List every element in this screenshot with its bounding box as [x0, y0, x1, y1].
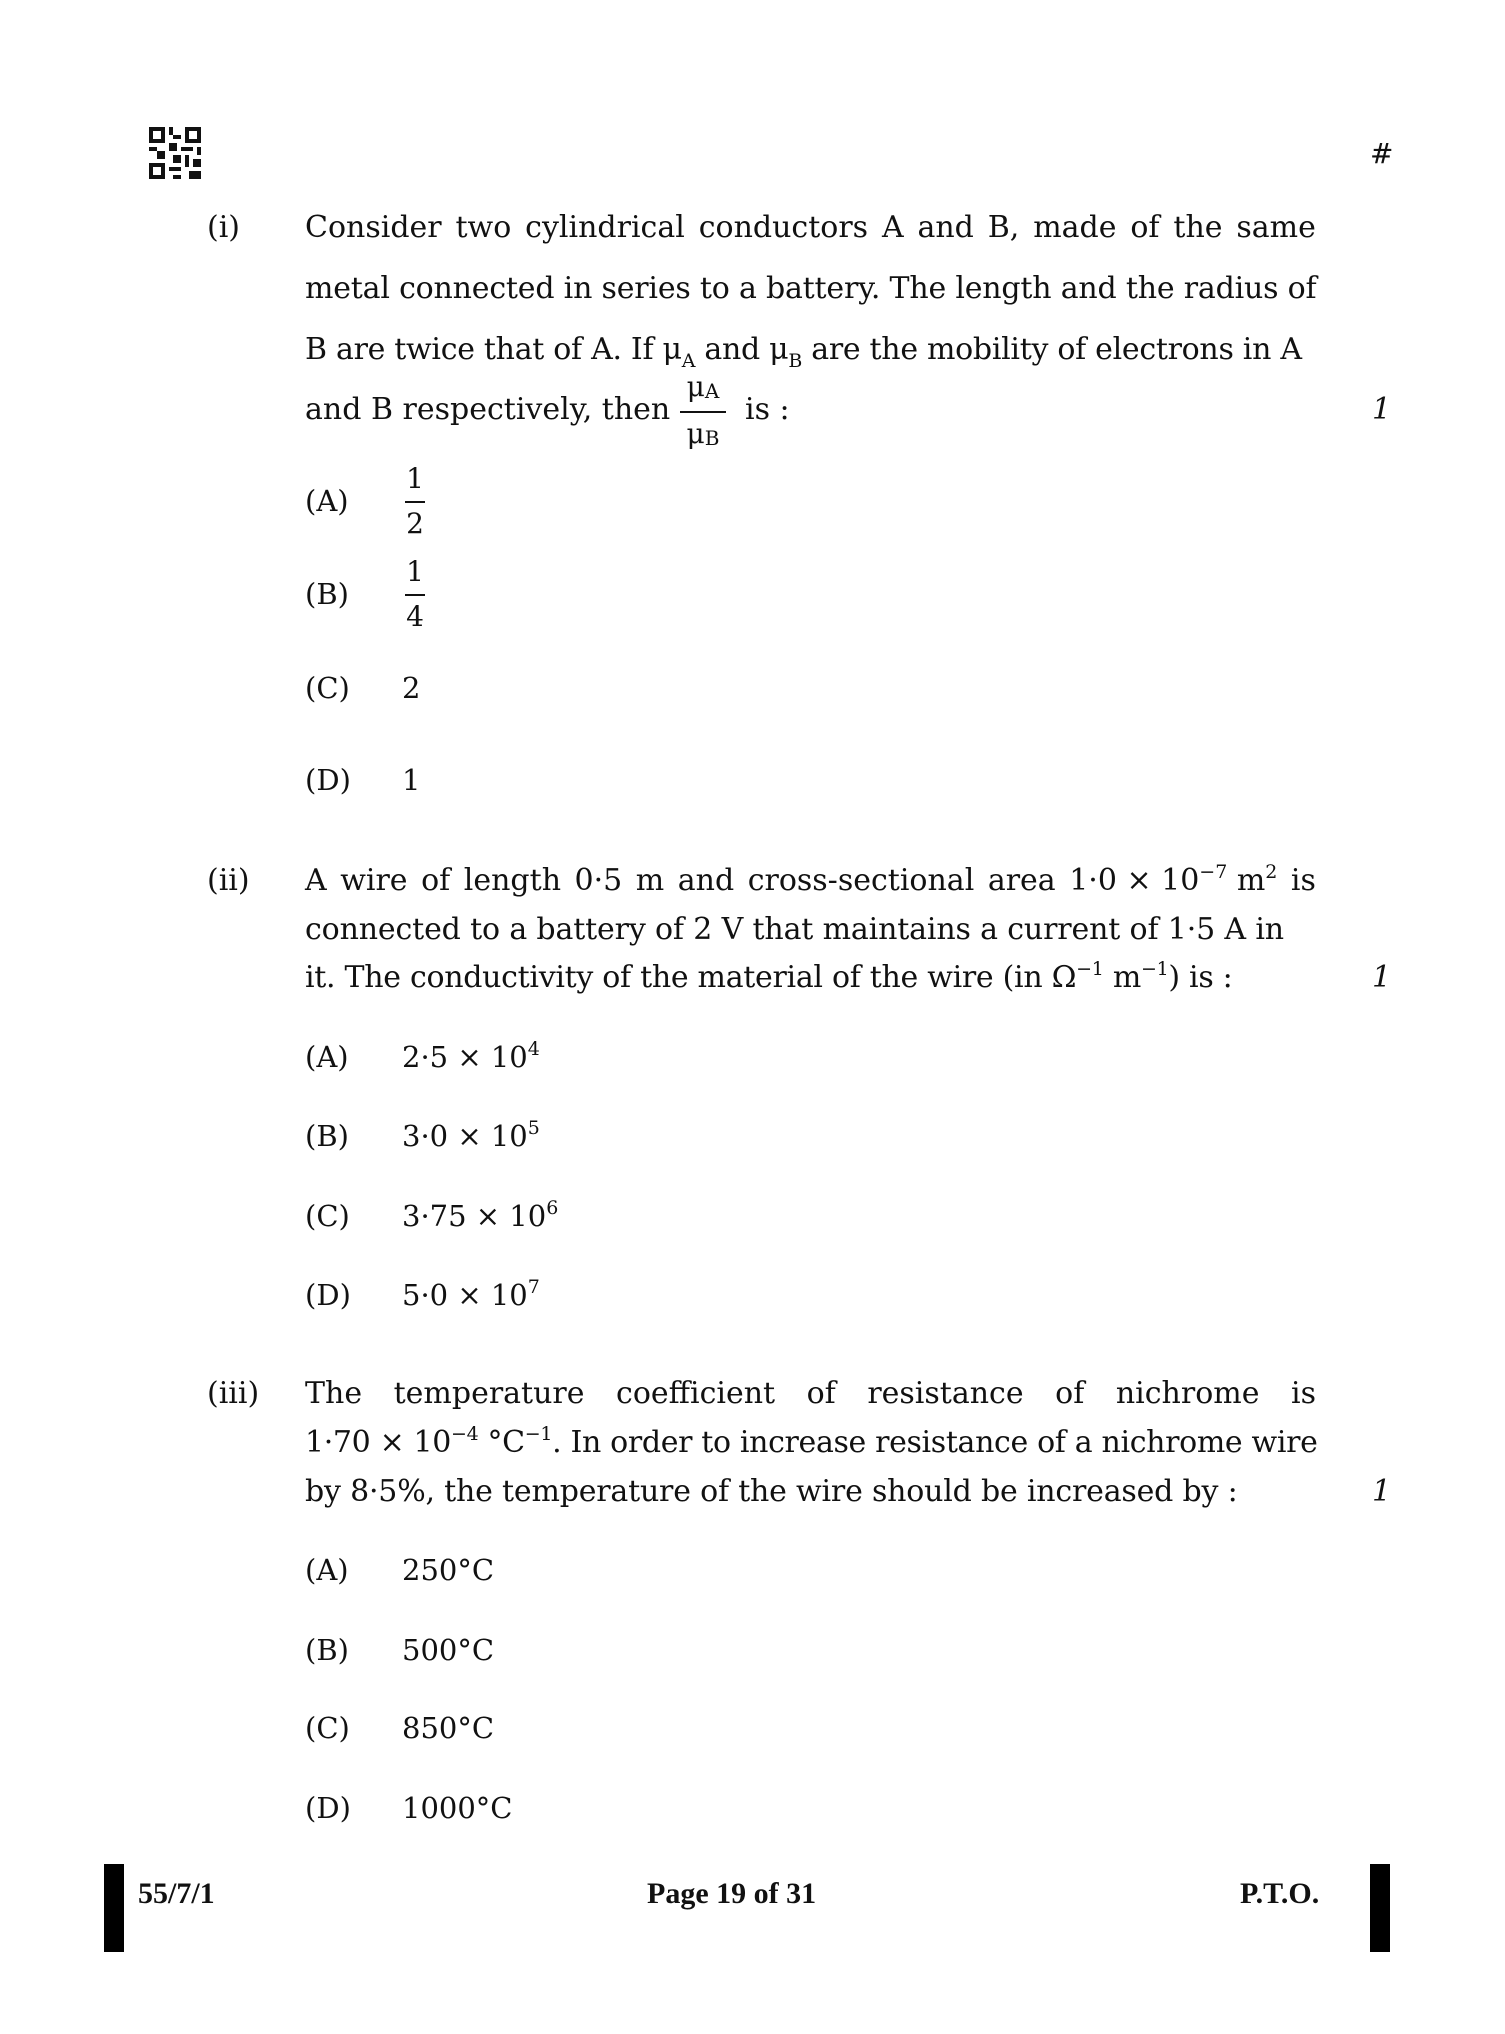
- question-text-line: A wire of length 0·5 m and cross-sectional area $1\cdot 0 \times 10^{-7}$ $m^2$ is: [305, 861, 1316, 898]
- marks: 1: [1372, 392, 1392, 427]
- footer-left-bar: [104, 1864, 124, 1952]
- option-c-label[interactable]: (C): [305, 671, 350, 705]
- option-b-label[interactable]: (B): [305, 1119, 349, 1153]
- option-b-label[interactable]: (B): [305, 1633, 349, 1667]
- option-c-label[interactable]: (C): [305, 1711, 350, 1745]
- option-c-value: $3\cdot 75 \times 10^6$: [402, 1197, 559, 1233]
- corner-mark: #: [1370, 137, 1394, 170]
- option-c-value: 850°C: [402, 1711, 495, 1745]
- question-text-line: by 8·5%, the temperature of the wire should be increased by :: [305, 1474, 1238, 1509]
- question-text-line: Consider two cylindrical conductors A and B, made of the same: [305, 210, 1316, 245]
- question-number: (iii): [207, 1376, 260, 1411]
- marks: 1: [1372, 1474, 1392, 1509]
- option-a-value: 1 2: [406, 462, 424, 540]
- mobility-ratio-fraction: $\mu_A$ $\mu_B$: [680, 372, 726, 451]
- page-number: Page 19 of 31: [647, 1877, 817, 1910]
- option-d-label[interactable]: (D): [305, 1791, 351, 1825]
- option-c-value: 2: [402, 671, 421, 705]
- option-a-value: 250°C: [402, 1553, 495, 1587]
- option-d-value: 1: [402, 763, 421, 797]
- question-number: (i): [207, 210, 241, 245]
- question-text-line: metal connected in series to a battery. The length and the radius of: [305, 271, 1317, 306]
- option-b-value: 500°C: [402, 1633, 495, 1667]
- option-d-label[interactable]: (D): [305, 1278, 351, 1312]
- question-text-line: connected to a battery of 2 V that maintains a current of 1·5 A in: [305, 912, 1284, 947]
- option-d-value: $5\cdot 0 \times 10^7$: [402, 1276, 540, 1312]
- option-a-label[interactable]: (A): [305, 1553, 349, 1587]
- option-a-value: $2\cdot 5 \times 10^4$: [402, 1038, 540, 1074]
- question-number: (ii): [207, 863, 250, 898]
- option-b-value: $3\cdot 0 \times 10^5$: [402, 1117, 540, 1153]
- footer-right-bar: [1370, 1864, 1390, 1952]
- question-text-line: it. The conductivity of the material of the wire (in $\Omega^{-1}$ $m^{-1}$) is :: [305, 958, 1233, 995]
- question-text-line: The temperature coefficient of resistance of nichrome is: [305, 1376, 1316, 1411]
- pto-label: P.T.O.: [1240, 1877, 1320, 1910]
- qr-code-icon: [149, 127, 201, 179]
- option-a-label[interactable]: (A): [305, 484, 349, 518]
- paper-code: 55/7/1: [138, 1877, 215, 1910]
- option-a-label[interactable]: (A): [305, 1040, 349, 1074]
- marks: 1: [1372, 960, 1392, 995]
- question-text-line: and B respectively, then: [305, 392, 671, 427]
- option-b-value: 1 4: [406, 555, 424, 633]
- option-b-label[interactable]: (B): [305, 577, 349, 611]
- option-c-label[interactable]: (C): [305, 1199, 350, 1233]
- option-d-value: 1000°C: [402, 1791, 513, 1825]
- option-d-label[interactable]: (D): [305, 763, 351, 797]
- question-text-line: B are twice that of A. If $\mu_A$ and $\mu_B$ are the mobility of electrons in A: [305, 332, 1302, 372]
- question-text-line: $1\cdot 70 \times 10^{-4}$ $^\circ C^{-1}$. In order to increase resistance of a nichrome wire: [305, 1423, 1318, 1460]
